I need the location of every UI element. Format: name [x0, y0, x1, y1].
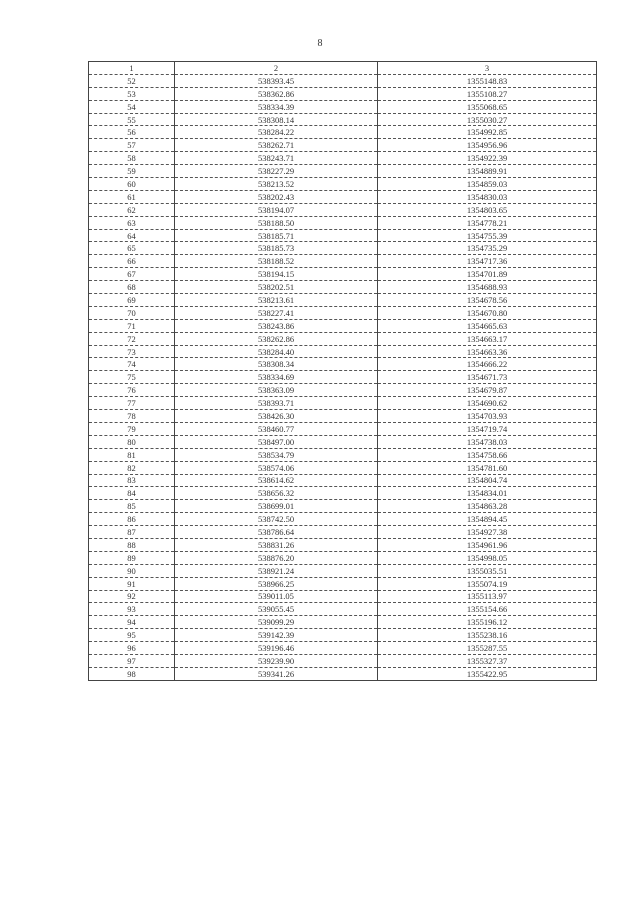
point-number-cell: 71: [89, 319, 175, 332]
y-coordinate-cell: 1354927.38: [378, 526, 597, 539]
point-number-cell: 85: [89, 500, 175, 513]
table-row: [89, 603, 597, 616]
x-coordinate-cell: 538831.26: [175, 538, 378, 551]
x-coordinate-cell: 538574.06: [175, 461, 378, 474]
y-coordinate-cell: 1354804.74: [378, 474, 597, 487]
y-coordinate-cell: 1354992.85: [378, 126, 597, 139]
x-coordinate-cell: 538966.25: [175, 577, 378, 590]
table-row: [89, 538, 597, 551]
y-coordinate-cell: 1354778.21: [378, 216, 597, 229]
point-number-cell: 74: [89, 358, 175, 371]
table-row: [89, 216, 597, 229]
point-number-cell: 81: [89, 448, 175, 461]
x-coordinate-cell: 538786.64: [175, 526, 378, 539]
table-row: [89, 113, 597, 126]
table-row: [89, 268, 597, 281]
x-coordinate-cell: 538363.09: [175, 384, 378, 397]
y-coordinate-cell: 1355035.51: [378, 564, 597, 577]
x-coordinate-cell: 538393.45: [175, 74, 378, 87]
y-coordinate-cell: 1354961.96: [378, 538, 597, 551]
point-number-cell: 72: [89, 332, 175, 345]
table-row: [89, 410, 597, 423]
point-number-cell: 58: [89, 152, 175, 165]
point-number-cell: 95: [89, 629, 175, 642]
x-coordinate-cell: 538202.51: [175, 281, 378, 294]
table-row: [89, 178, 597, 191]
point-number-cell: 96: [89, 642, 175, 655]
point-number-cell: 57: [89, 139, 175, 152]
y-coordinate-cell: 1355074.19: [378, 577, 597, 590]
table-row: [89, 397, 597, 410]
table-row: [89, 384, 597, 397]
x-coordinate-cell: 538426.30: [175, 410, 378, 423]
y-coordinate-cell: 1354803.65: [378, 203, 597, 216]
y-coordinate-cell: 1355327.37: [378, 654, 597, 667]
table-row: [89, 242, 597, 255]
y-coordinate-cell: 1354678.56: [378, 294, 597, 307]
table-body: [89, 74, 597, 680]
y-coordinate-cell: 1354755.39: [378, 229, 597, 242]
point-number-cell: 91: [89, 577, 175, 590]
point-number-cell: 90: [89, 564, 175, 577]
point-number-cell: 97: [89, 654, 175, 667]
x-coordinate-cell: 538227.41: [175, 306, 378, 319]
x-coordinate-cell: 538262.71: [175, 139, 378, 152]
x-coordinate-cell: 538227.29: [175, 165, 378, 178]
x-coordinate-cell: 538194.15: [175, 268, 378, 281]
y-coordinate-cell: 1354679.87: [378, 384, 597, 397]
table-row: [89, 629, 597, 642]
header-row: [89, 62, 597, 75]
x-coordinate-cell: 539011.05: [175, 590, 378, 603]
table-row: [89, 654, 597, 667]
point-number-cell: 62: [89, 203, 175, 216]
x-coordinate-cell: 538284.40: [175, 345, 378, 358]
y-coordinate-cell: 1354690.62: [378, 397, 597, 410]
point-number-cell: 87: [89, 526, 175, 539]
y-coordinate-cell: 1354834.01: [378, 487, 597, 500]
y-coordinate-cell: 1355030.27: [378, 113, 597, 126]
table-row: [89, 139, 597, 152]
x-coordinate-cell: 538699.01: [175, 500, 378, 513]
table-row: [89, 551, 597, 564]
point-number-cell: 82: [89, 461, 175, 474]
y-coordinate-cell: 1355113.97: [378, 590, 597, 603]
y-coordinate-cell: 1354701.89: [378, 268, 597, 281]
table-row: [89, 564, 597, 577]
y-coordinate-cell: 1354830.03: [378, 190, 597, 203]
x-coordinate-cell: 538921.24: [175, 564, 378, 577]
y-coordinate-cell: 1354688.93: [378, 281, 597, 294]
x-coordinate-cell: 538202.43: [175, 190, 378, 203]
point-number-cell: 64: [89, 229, 175, 242]
x-coordinate-cell: 538460.77: [175, 422, 378, 435]
table-row: [89, 229, 597, 242]
x-coordinate-cell: 538243.71: [175, 152, 378, 165]
point-number-cell: 94: [89, 616, 175, 629]
y-coordinate-cell: 1354781.60: [378, 461, 597, 474]
table-row: [89, 513, 597, 526]
y-coordinate-cell: 1354889.91: [378, 165, 597, 178]
table-row: [89, 319, 597, 332]
table-row: [89, 487, 597, 500]
y-coordinate-cell: 1354922.39: [378, 152, 597, 165]
x-coordinate-cell: 539099.29: [175, 616, 378, 629]
table-row: [89, 422, 597, 435]
x-coordinate-cell: 538194.07: [175, 203, 378, 216]
x-coordinate-cell: 539196.46: [175, 642, 378, 655]
y-coordinate-cell: 1355422.95: [378, 667, 597, 680]
x-coordinate-cell: 538262.86: [175, 332, 378, 345]
y-coordinate-cell: 1354758.66: [378, 448, 597, 461]
y-coordinate-cell: 1354894.45: [378, 513, 597, 526]
x-coordinate-cell: 538362.86: [175, 87, 378, 100]
table-row: [89, 87, 597, 100]
x-coordinate-cell: 538334.69: [175, 371, 378, 384]
x-coordinate-cell: 538213.52: [175, 178, 378, 191]
x-coordinate-cell: 539142.39: [175, 629, 378, 642]
point-number-cell: 68: [89, 281, 175, 294]
y-coordinate-cell: 1354671.73: [378, 371, 597, 384]
point-number-cell: 76: [89, 384, 175, 397]
x-coordinate-cell: 538334.39: [175, 100, 378, 113]
y-coordinate-cell: 1354670.80: [378, 306, 597, 319]
table-row: [89, 294, 597, 307]
x-coordinate-cell: 539239.90: [175, 654, 378, 667]
table-row: [89, 100, 597, 113]
point-number-cell: 84: [89, 487, 175, 500]
table-row: [89, 345, 597, 358]
table-row: [89, 190, 597, 203]
x-coordinate-cell: 538188.50: [175, 216, 378, 229]
point-number-cell: 55: [89, 113, 175, 126]
point-number-cell: 77: [89, 397, 175, 410]
x-coordinate-cell: 538742.50: [175, 513, 378, 526]
point-number-cell: 92: [89, 590, 175, 603]
point-number-cell: 59: [89, 165, 175, 178]
point-number-cell: 52: [89, 74, 175, 87]
header-col-1: 1: [89, 62, 175, 75]
table-row: [89, 448, 597, 461]
point-number-cell: 65: [89, 242, 175, 255]
y-coordinate-cell: 1354719.74: [378, 422, 597, 435]
table-row: [89, 203, 597, 216]
point-number-cell: 61: [89, 190, 175, 203]
y-coordinate-cell: 1355108.27: [378, 87, 597, 100]
y-coordinate-cell: 1354703.93: [378, 410, 597, 423]
table-row: [89, 590, 597, 603]
coordinates-table: [88, 61, 597, 681]
point-number-cell: 83: [89, 474, 175, 487]
point-number-cell: 56: [89, 126, 175, 139]
table-row: [89, 281, 597, 294]
y-coordinate-cell: 1354717.36: [378, 255, 597, 268]
point-number-cell: 89: [89, 551, 175, 564]
table-row: [89, 165, 597, 178]
y-coordinate-cell: 1355068.65: [378, 100, 597, 113]
point-number-cell: 53: [89, 87, 175, 100]
x-coordinate-cell: 538876.20: [175, 551, 378, 564]
y-coordinate-cell: 1354663.17: [378, 332, 597, 345]
point-number-cell: 75: [89, 371, 175, 384]
point-number-cell: 60: [89, 178, 175, 191]
table-row: [89, 577, 597, 590]
table-row: [89, 152, 597, 165]
point-number-cell: 79: [89, 422, 175, 435]
point-number-cell: 88: [89, 538, 175, 551]
x-coordinate-cell: 538185.73: [175, 242, 378, 255]
table-row: [89, 332, 597, 345]
y-coordinate-cell: 1355238.16: [378, 629, 597, 642]
x-coordinate-cell: 538497.00: [175, 435, 378, 448]
y-coordinate-cell: 1354859.03: [378, 178, 597, 191]
table-row: [89, 371, 597, 384]
y-coordinate-cell: 1354665.63: [378, 319, 597, 332]
y-coordinate-cell: 1354663.36: [378, 345, 597, 358]
point-number-cell: 78: [89, 410, 175, 423]
x-coordinate-cell: 538243.86: [175, 319, 378, 332]
point-number-cell: 70: [89, 306, 175, 319]
table-row: [89, 255, 597, 268]
y-coordinate-cell: 1354735.29: [378, 242, 597, 255]
x-coordinate-cell: 538656.32: [175, 487, 378, 500]
table-row: [89, 616, 597, 629]
table-header: [89, 62, 597, 75]
header-col-3: 3: [378, 62, 597, 75]
x-coordinate-cell: 538614.62: [175, 474, 378, 487]
point-number-cell: 63: [89, 216, 175, 229]
y-coordinate-cell: 1354666.22: [378, 358, 597, 371]
point-number-cell: 67: [89, 268, 175, 281]
table-row: [89, 474, 597, 487]
page-number: 8: [317, 38, 323, 49]
x-coordinate-cell: 538185.71: [175, 229, 378, 242]
point-number-cell: 98: [89, 667, 175, 680]
y-coordinate-cell: 1355154.66: [378, 603, 597, 616]
y-coordinate-cell: 1355148.83: [378, 74, 597, 87]
x-coordinate-cell: 539055.45: [175, 603, 378, 616]
table-row: [89, 358, 597, 371]
point-number-cell: 66: [89, 255, 175, 268]
table-row: [89, 126, 597, 139]
table-row: [89, 667, 597, 680]
point-number-cell: 73: [89, 345, 175, 358]
y-coordinate-cell: 1354863.28: [378, 500, 597, 513]
x-coordinate-cell: 538393.71: [175, 397, 378, 410]
x-coordinate-cell: 538284.22: [175, 126, 378, 139]
x-coordinate-cell: 538308.34: [175, 358, 378, 371]
table-row: [89, 435, 597, 448]
point-number-cell: 69: [89, 294, 175, 307]
x-coordinate-cell: 538188.52: [175, 255, 378, 268]
point-number-cell: 54: [89, 100, 175, 113]
y-coordinate-cell: 1354998.05: [378, 551, 597, 564]
x-coordinate-cell: 538308.14: [175, 113, 378, 126]
y-coordinate-cell: 1355196.12: [378, 616, 597, 629]
header-col-2: 2: [175, 62, 378, 75]
x-coordinate-cell: 538534.79: [175, 448, 378, 461]
y-coordinate-cell: 1354956.96: [378, 139, 597, 152]
table-row: [89, 461, 597, 474]
x-coordinate-cell: 539341.26: [175, 667, 378, 680]
point-number-cell: 93: [89, 603, 175, 616]
point-number-cell: 86: [89, 513, 175, 526]
table-row: [89, 74, 597, 87]
y-coordinate-cell: 1355287.55: [378, 642, 597, 655]
point-number-cell: 80: [89, 435, 175, 448]
table-row: [89, 500, 597, 513]
table-row: [89, 526, 597, 539]
table-row: [89, 306, 597, 319]
x-coordinate-cell: 538213.61: [175, 294, 378, 307]
table-row: [89, 642, 597, 655]
y-coordinate-cell: 1354738.03: [378, 435, 597, 448]
